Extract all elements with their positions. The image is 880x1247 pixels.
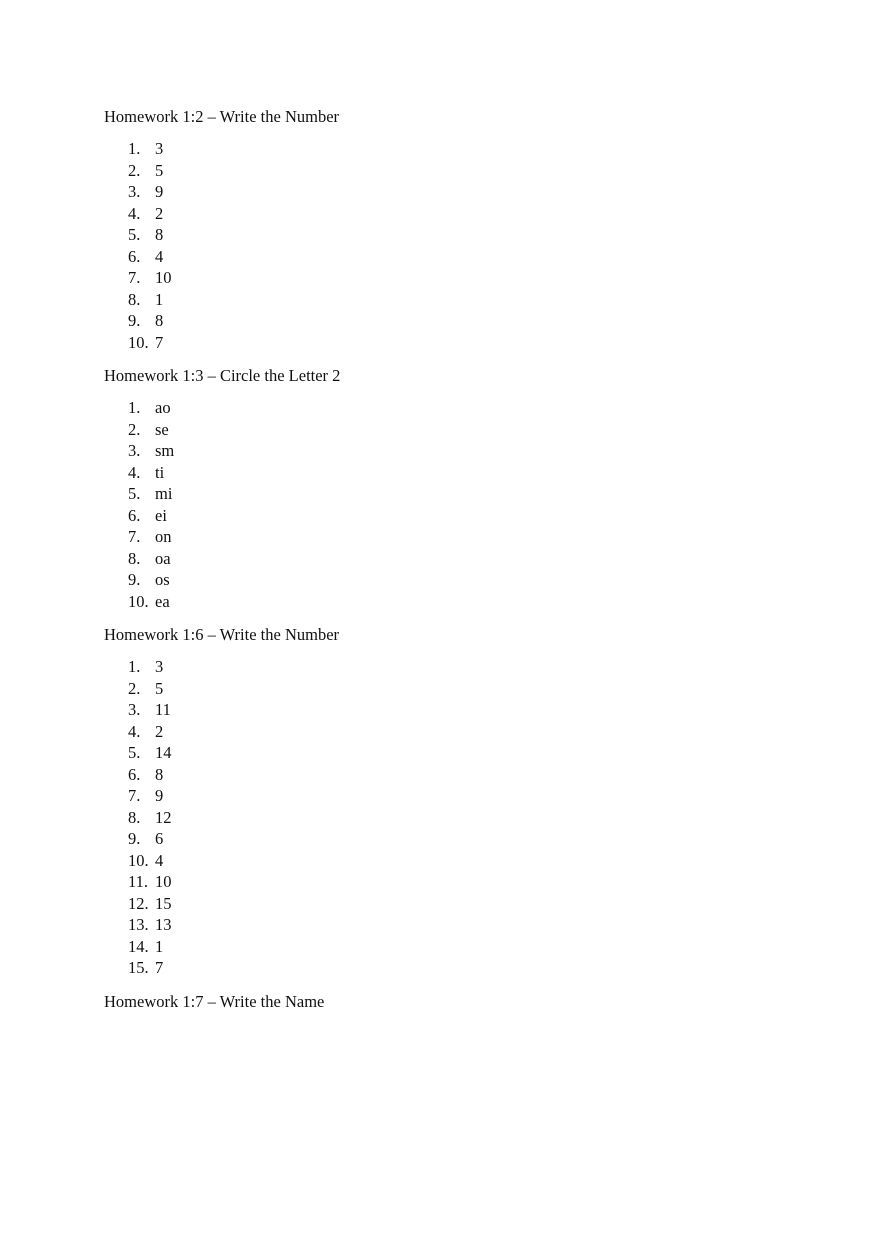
item-number: 10. (128, 591, 149, 611)
item-number: 9. (128, 570, 141, 589)
item-answer: 1 (155, 289, 164, 309)
item-answer: 8 (155, 311, 164, 330)
item-answer: ei (155, 505, 167, 525)
item-number: 10. (128, 332, 149, 352)
item-answer: ao (155, 398, 171, 417)
item-answer: on (155, 527, 172, 546)
list-item (104, 526, 804, 548)
list-item (104, 548, 804, 570)
list-item (104, 850, 804, 872)
section-title: Homework 1:2 – Write the Number (104, 107, 340, 126)
answer-list (104, 138, 804, 353)
item-number: 2. (128, 419, 141, 439)
item-number: 14. (128, 936, 149, 956)
item-answer: 2 (155, 721, 164, 741)
item-number: 2. (128, 678, 141, 698)
list-item (104, 310, 804, 332)
item-number: 8. (128, 807, 141, 827)
list-item (104, 569, 804, 591)
list-item (104, 936, 804, 958)
list-item (104, 419, 804, 441)
list-item (104, 246, 804, 268)
item-answer: sm (155, 441, 175, 460)
item-answer: 1 (155, 936, 164, 956)
list-item (104, 764, 804, 786)
item-answer: 5 (155, 678, 164, 698)
item-answer: ea (155, 591, 170, 611)
item-number: 7. (128, 527, 141, 546)
list-item (104, 267, 804, 289)
list-item (104, 914, 804, 936)
item-number: 6. (128, 246, 141, 266)
list-item (104, 785, 804, 807)
item-number: 2. (128, 160, 141, 180)
item-answer: oa (155, 548, 171, 568)
item-number: 4. (128, 721, 141, 741)
list-item (104, 332, 804, 354)
list-item (104, 828, 804, 850)
item-number: 7. (128, 268, 141, 287)
list-item (104, 893, 804, 915)
item-number: 3. (128, 182, 141, 201)
item-answer: os (155, 570, 170, 589)
item-answer: 15 (155, 893, 172, 913)
list-item (104, 224, 804, 246)
item-number: 4. (128, 462, 141, 482)
section-title: Homework 1:6 – Write the Number (104, 625, 340, 644)
item-number: 9. (128, 311, 141, 330)
list-item (104, 181, 804, 203)
item-answer: 4 (155, 850, 164, 870)
item-number: 12. (128, 893, 149, 913)
item-number: 3. (128, 441, 141, 460)
section-title: Homework 1:7 – Write the Name (104, 991, 325, 1011)
answer-list (104, 397, 804, 612)
list-item (104, 591, 804, 613)
item-answer: 7 (155, 958, 164, 977)
list-item (104, 440, 804, 462)
list-item (104, 871, 804, 893)
item-answer: 8 (155, 764, 164, 784)
item-number: 8. (128, 289, 141, 309)
item-number: 5. (128, 743, 141, 762)
item-number: 9. (128, 829, 141, 848)
list-item (104, 957, 804, 979)
item-number: 5. (128, 484, 141, 503)
list-item (104, 138, 804, 160)
list-item (104, 721, 804, 743)
list-item (104, 462, 804, 484)
list-item (104, 505, 804, 527)
item-answer: 9 (155, 786, 164, 805)
list-item (104, 160, 804, 182)
item-number: 4. (128, 203, 141, 223)
item-number: 8. (128, 548, 141, 568)
item-answer: 8 (155, 225, 164, 244)
item-answer: 7 (155, 332, 164, 352)
list-item (104, 699, 804, 721)
item-answer: 13 (155, 915, 172, 934)
item-number: 10. (128, 850, 149, 870)
item-number: 13. (128, 915, 149, 934)
answer-list (104, 656, 804, 979)
item-answer: 6 (155, 829, 164, 848)
section-title: Homework 1:3 – Circle the Letter 2 (104, 366, 341, 385)
item-answer: 12 (155, 807, 172, 827)
list-item (104, 807, 804, 829)
item-answer: 2 (155, 203, 164, 223)
item-answer: 4 (155, 246, 164, 266)
item-answer: mi (155, 484, 173, 503)
item-answer: se (155, 419, 169, 439)
item-number: 1. (128, 139, 141, 158)
item-answer: 3 (155, 657, 164, 676)
item-answer: 10 (155, 268, 172, 287)
item-number: 6. (128, 505, 141, 525)
item-number: 1. (128, 657, 141, 676)
item-number: 5. (128, 225, 141, 244)
answer-key-page (104, 106, 804, 1023)
list-item (104, 289, 804, 311)
item-number: 6. (128, 764, 141, 784)
item-number: 7. (128, 786, 141, 805)
item-answer: 11 (155, 700, 171, 719)
list-item (104, 656, 804, 678)
item-number: 1. (128, 398, 141, 417)
list-item (104, 742, 804, 764)
item-answer: 3 (155, 139, 164, 158)
list-item (104, 203, 804, 225)
item-answer: 10 (155, 872, 172, 891)
item-number: 15. (128, 958, 149, 977)
item-answer: ti (155, 462, 165, 482)
item-answer: 9 (155, 182, 164, 201)
item-answer: 5 (155, 160, 164, 180)
item-number: 11. (128, 872, 149, 891)
item-number: 3. (128, 700, 141, 719)
list-item (104, 678, 804, 700)
list-item (104, 397, 804, 419)
item-answer: 14 (155, 743, 172, 762)
list-item (104, 483, 804, 505)
